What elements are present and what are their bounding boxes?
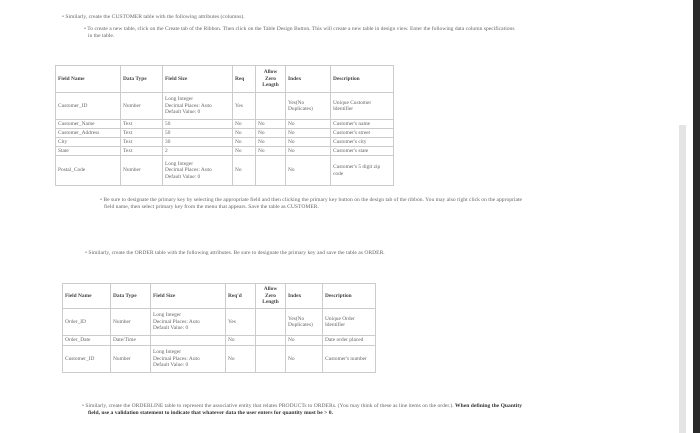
table-cell: Long Integer Decimal Places: Auto Default Value: 0 [151,346,226,373]
table-cell: No [233,147,256,156]
table-cell [151,336,226,346]
column-header: Req'd [226,284,256,309]
table-cell: Unique Order Identifier [323,309,376,336]
table-cell: No [286,129,331,138]
table-cell: Text [121,138,163,147]
table-cell: Customer's 5 digit zip code [331,156,394,186]
table-cell: Long Integer Decimal Places: Auto Default Value: 0 [163,93,233,120]
table-cell: 50 [163,129,233,138]
orderline-text-cont: field, use a validation statement to indicate that whatever data the user enters for quantity must be > 0. [88,410,333,416]
column-header: Description [331,66,394,93]
customer-table [55,65,394,186]
table-cell: Text [121,129,163,138]
order-table [62,283,376,373]
table-cell: Customer_ID [63,346,111,373]
table-cell [256,309,286,336]
table-row [56,120,394,129]
table-cell: Long Integer Decimal Places: Auto Default Value: 0 [151,309,226,336]
intro-text: • Similarly, create the CUSTOMER table with the following attributes (columns). [62,14,245,20]
table-row [56,147,394,156]
column-header: Field Size [151,284,226,309]
order-intro-text: • Similarly, create the ORDER table with the following attributes. Be sure to designate the primary key and save the table as ORDER. [85,250,385,256]
table-cell: No [286,120,331,129]
header-row [56,66,394,93]
column-header: Data Type [111,284,151,309]
table-cell: No [256,147,286,156]
column-header: Field Name [63,284,111,309]
column-header: Index [286,284,323,309]
table-cell: Number [121,156,163,186]
table-cell: No [233,156,256,186]
column-header: Allow Zero Length [256,66,286,93]
table-cell [256,156,286,186]
step1-text-cont: in the table. [88,33,115,39]
table-cell: No [286,138,331,147]
scrollbar[interactable] [679,125,686,433]
table-cell: No [233,129,256,138]
table-cell: No [286,346,323,373]
table-row [63,336,376,346]
table-cell: No [286,147,331,156]
table-cell: No [233,120,256,129]
table-cell: 2 [163,147,233,156]
column-header: Index [286,66,331,93]
header-row [63,284,376,309]
table-row [56,129,394,138]
table-cell [256,336,286,346]
table-cell: Customer's number [323,346,376,373]
table-cell: No [226,336,256,346]
table-cell: Number [111,346,151,373]
column-header: Allow Zero Length [256,284,286,309]
table-cell: Customer's street [331,129,394,138]
table-cell: Yes [226,309,256,336]
table-cell: 30 [163,138,233,147]
table-cell: Customer_Address [56,129,121,138]
table-cell [256,93,286,120]
table-row [63,346,376,373]
table-cell: No [256,129,286,138]
table-cell [256,346,286,373]
table-row [56,138,394,147]
column-header: Req [233,66,256,93]
table-cell: Unique Customer Identifier [331,93,394,120]
primary-key-text-cont: field name, then select primary key from the menu that appears. Save the table as CUSTOMER. [104,204,319,210]
table-cell: Text [121,147,163,156]
table-row [56,156,394,186]
table-cell: Number [121,93,163,120]
table-cell: Customer_Name [56,120,121,129]
table-cell: City [56,138,121,147]
step1-text: • To create a new table, click on the Create tab of the Ribbon. Then click on the Table Design Button. This will create a new table in design view. Enter the following data column specifications [84,26,515,32]
table-cell: No [226,346,256,373]
window-edge [693,0,700,433]
column-header: Field Size [163,66,233,93]
table-cell: Customer's city [331,138,394,147]
table-cell: No [256,120,286,129]
table-cell: 50 [163,120,233,129]
column-header: Data Type [121,66,163,93]
table-cell: Text [121,120,163,129]
table-cell: No [286,336,323,346]
table-row [63,309,376,336]
table-cell: Customer's state [331,147,394,156]
primary-key-text: • Be sure to designate the primary key by selecting the appropriate field and then clicking the primary key button on the design tab of the ribbon. You may also right click on the appropriate [100,197,522,203]
table-cell: Postal_Code [56,156,121,186]
table-cell: Date order placed [323,336,376,346]
table-cell: No [233,138,256,147]
table-cell: Number [111,309,151,336]
column-header: Field Name [56,66,121,93]
table-cell: No [256,138,286,147]
table-cell: Date/Time [111,336,151,346]
table-cell: Order_ID [63,309,111,336]
table-cell: Customer's name [331,120,394,129]
table-cell: No [286,156,331,186]
table-cell: Customer_ID [56,93,121,120]
table-cell: Order_Date [63,336,111,346]
table-cell: Yes(No Duplicates) [286,93,331,120]
table-cell: Yes(No Duplicates) [286,309,323,336]
table-cell: Long Integer Decimal Places: Auto Default Value: 0 [163,156,233,186]
orderline-text: • Similarly, create the ORDERLINE table to represent the associative entity that relates PRODUCTs to ORDERs. (You may think of these as line items on the order.). When defining the Quantity [82,403,523,409]
column-header: Description [323,284,376,309]
table-cell: State [56,147,121,156]
table-cell: Yes [233,93,256,120]
table-row [56,93,394,120]
